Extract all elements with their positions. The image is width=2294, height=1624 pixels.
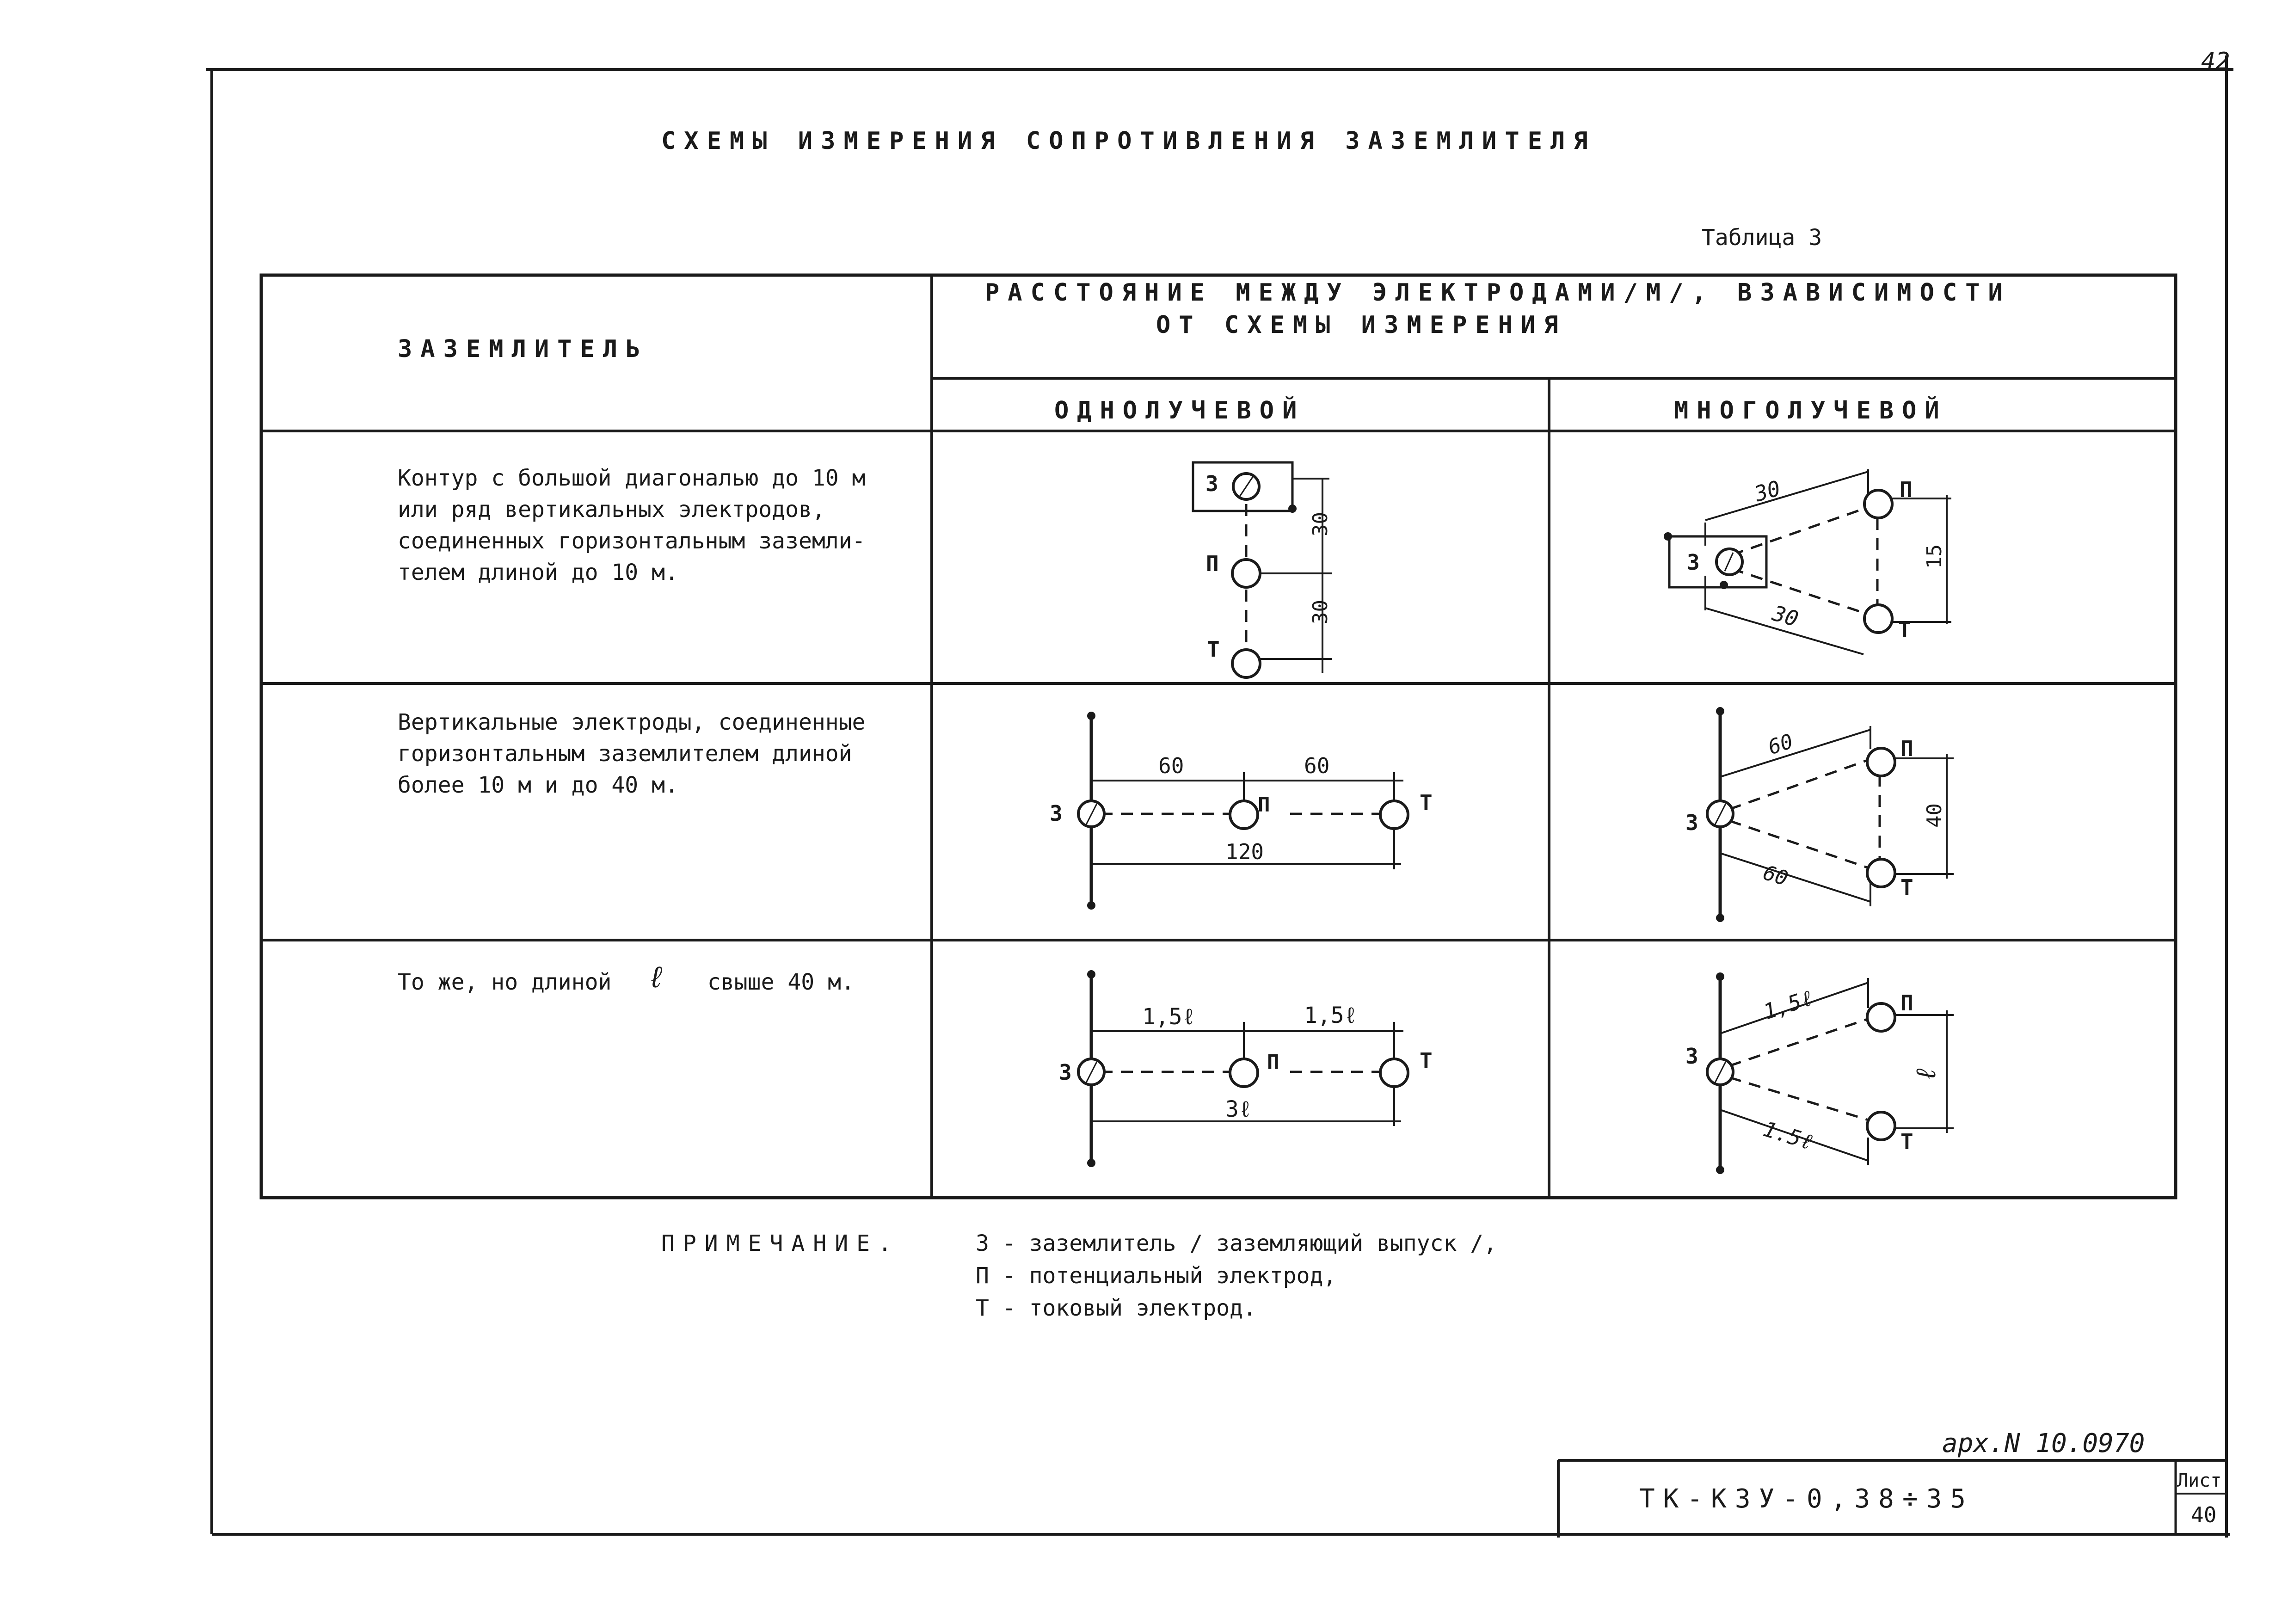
row1-desc-line: соединенных горизонтальным заземли- (398, 528, 866, 554)
sheet-number: 40 (2191, 1502, 2217, 1527)
row2-desc-line: горизонтальным заземлителем длиной (398, 741, 852, 767)
dimension-value: 1,5ℓ (1142, 1004, 1196, 1030)
dimension-value: 60 (1158, 753, 1184, 778)
dimension-value: 60 (1760, 861, 1791, 891)
row1-single-beam-diagram (1193, 462, 1332, 677)
current-electrode (1864, 605, 1892, 633)
label-t: Т (1900, 1129, 1913, 1154)
label-p: П (1258, 793, 1270, 817)
dimension-value: 40 (1923, 803, 1946, 828)
label-z: З (1685, 810, 1698, 835)
current-electrode (1380, 1059, 1408, 1087)
archive-number: арх.N 10.0970 (1942, 1428, 2145, 1458)
dimension-value: 30 (1752, 475, 1784, 507)
header-grounding: ЗАЗЕМЛИТЕЛЬ (398, 335, 649, 363)
label-p: П (1206, 551, 1219, 576)
header-distance-line1: РАССТОЯНИЕ МЕЖДУ ЭЛЕКТРОДАМИ/М/, ВЗАВИСИМОСТИ (985, 279, 2011, 307)
label-t: Т (1207, 637, 1220, 662)
connection-point (1664, 532, 1672, 541)
dimension-value: 30 (1309, 600, 1332, 624)
row3-description (398, 960, 855, 995)
row2-desc-line: Вертикальные электроды, соединенные (398, 709, 866, 735)
current-electrode (1380, 801, 1408, 829)
label-p: П (1900, 990, 1913, 1015)
dimension-value: 30 (1769, 600, 1802, 632)
label-z: З (1059, 1060, 1072, 1085)
row1-desc-line: телем длиной до 10 м. (398, 560, 678, 585)
dimension-value: 3ℓ (1225, 1096, 1252, 1122)
length-symbol: ℓ (647, 960, 665, 995)
note-heading: ПРИМЕЧАНИЕ. (661, 1230, 900, 1256)
potential-electrode (1864, 490, 1892, 518)
potential-electrode (1232, 560, 1260, 587)
label-z: З (1687, 550, 1700, 575)
label-t: Т (1900, 875, 1913, 900)
row1-desc-line: или ряд вертикальных электродов, (398, 497, 825, 523)
row2-multi-beam-diagram (1685, 707, 1954, 922)
note-line: Т - токовый электрод. (976, 1295, 1256, 1321)
header-multi-beam: МНОГОЛУЧЕВОЙ (1674, 397, 1948, 424)
title-block (1558, 1460, 2226, 1538)
row2-description (398, 709, 865, 798)
potential-electrode (1867, 1003, 1895, 1031)
dimension-value: 120 (1225, 839, 1264, 864)
row2-desc-line: более 10 м и до 40 м. (398, 772, 678, 798)
label-t: Т (1420, 1048, 1433, 1073)
label-p: П (1267, 1051, 1279, 1074)
header-single-beam: ОДНОЛУЧЕВОЙ (1054, 397, 1305, 424)
dimension-value: 1.5ℓ (1760, 1116, 1817, 1155)
label-z: З (1050, 801, 1063, 826)
dimension-value: 15 (1923, 544, 1946, 569)
row3-desc-prefix: То же, но длиной (398, 969, 612, 995)
dimension-value: ℓ (1910, 1066, 1942, 1082)
potential-electrode (1230, 1059, 1258, 1087)
row3-single-beam-diagram (1059, 970, 1433, 1167)
current-electrode (1232, 650, 1260, 677)
label-z: З (1685, 1044, 1698, 1069)
potential-electrode (1867, 748, 1895, 776)
header-distance-line2: ОТ СХЕМЫ ИЗМЕРЕНИЯ (1156, 311, 1567, 339)
dimension-value: 1,5ℓ (1304, 1003, 1358, 1028)
label-t: Т (1420, 790, 1433, 815)
dimension-value: 30 (1309, 512, 1332, 536)
potential-electrode (1230, 801, 1258, 829)
current-electrode (1867, 859, 1895, 887)
connection-point (1720, 581, 1728, 589)
note-line: З - заземлитель / заземляющий выпуск /, (976, 1230, 1497, 1256)
dimension-value: 60 (1765, 729, 1796, 760)
document-title: СХЕМЫ ИЗМЕРЕНИЯ СОПРОТИВЛЕНИЯ ЗАЗЕМЛИТЕЛЯ (661, 127, 1596, 155)
connection-point (1288, 504, 1297, 513)
label-p: П (1900, 736, 1913, 761)
row3-multi-beam-diagram (1685, 972, 1954, 1174)
table-label: Таблица 3 (1702, 225, 1822, 251)
row3-desc-suffix: свыше 40 м. (707, 969, 855, 995)
page-number-top: 42 (2201, 48, 2230, 75)
row1-desc-line: Контур с большой диагональю до 10 м (398, 465, 866, 491)
note-block (661, 1230, 1497, 1321)
row2-single-beam-diagram (1050, 712, 1433, 910)
row1-multi-beam-diagram (1664, 469, 1951, 654)
label-t: Т (1898, 617, 1911, 642)
label-z: З (1205, 471, 1218, 496)
note-line: П - потенциальный электрод, (976, 1263, 1337, 1289)
document-code: ТК-КЗУ-0,38÷35 (1639, 1484, 1974, 1514)
dimension-value: 1,5ℓ (1760, 984, 1817, 1025)
label-p: П (1900, 477, 1913, 502)
current-electrode (1867, 1112, 1895, 1140)
sheet-label: Лист (2177, 1470, 2222, 1491)
row1-description (398, 465, 865, 585)
dimension-value: 60 (1304, 753, 1330, 778)
